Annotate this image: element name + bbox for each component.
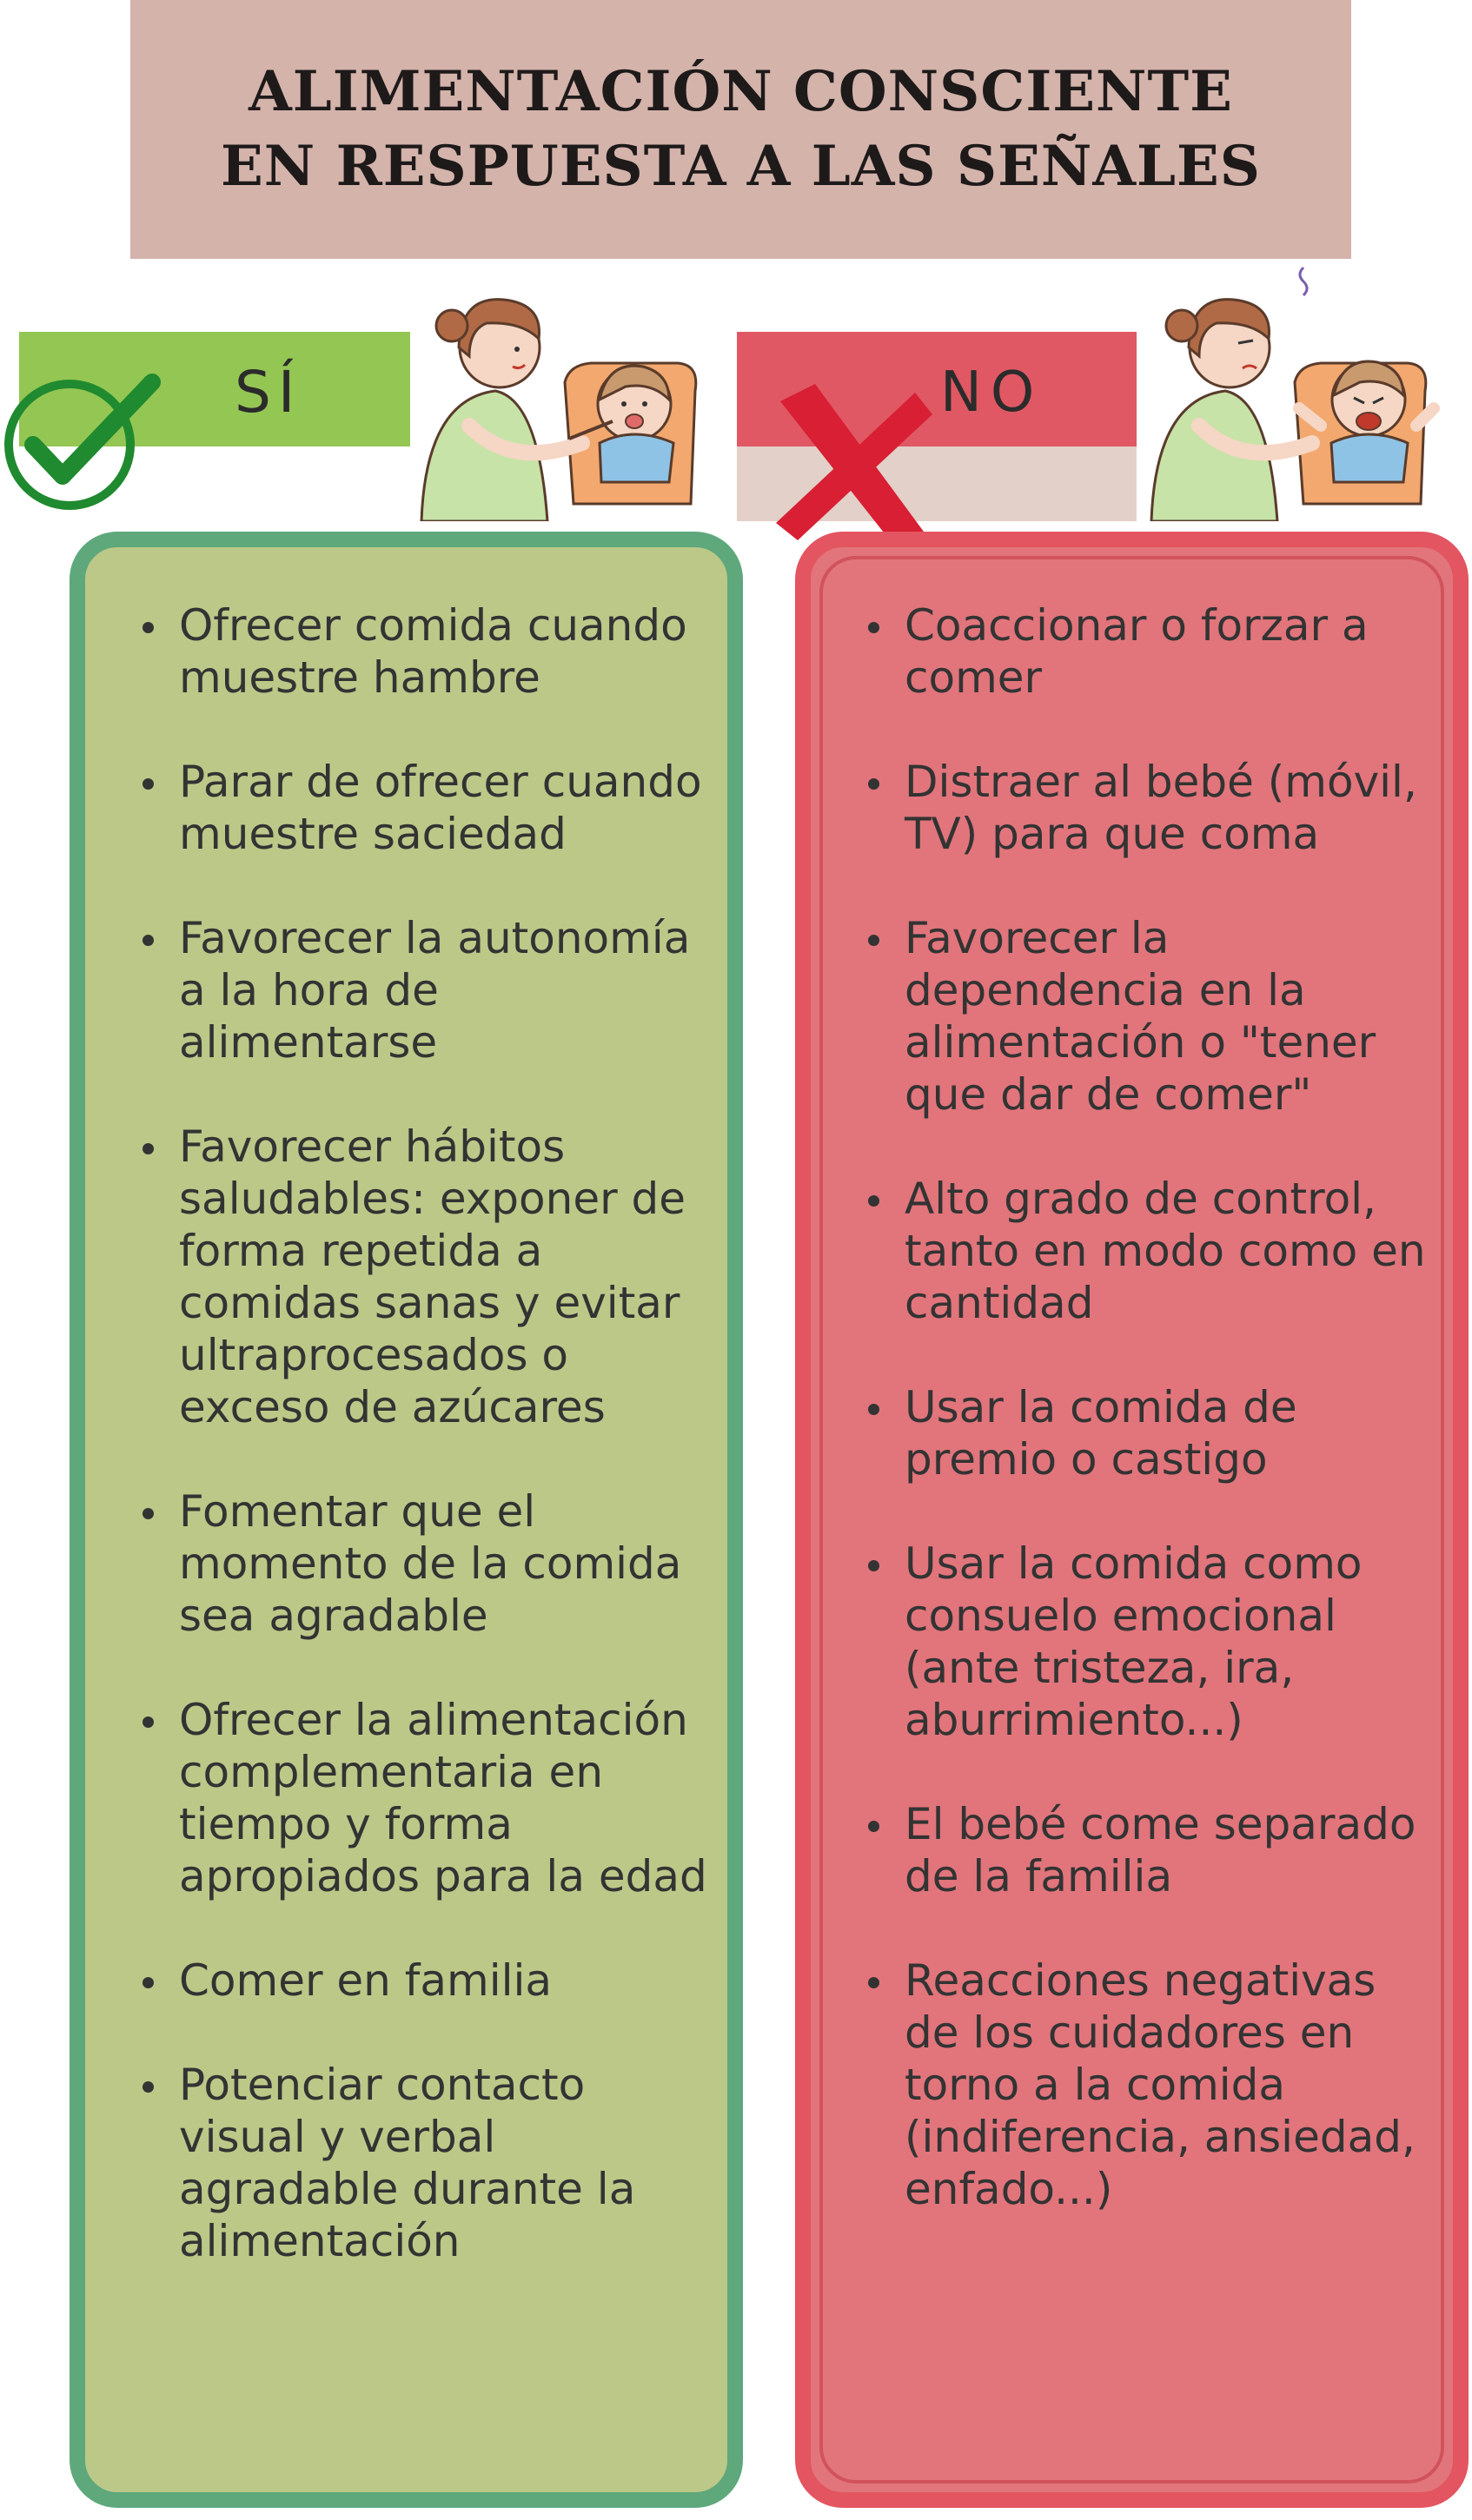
list-item: Ofrecer comida cuando muestre hambre — [137, 599, 710, 704]
list-item: Reacciones negativas de los cuidadores en torno a la comida (indiferencia, ansiedad, enfado...) — [863, 1954, 1436, 2215]
list-item: Favorecer hábitos saludables: exponer de forma repetida a comidas sanas y evitar ultraprocesados o exceso de azúcares — [137, 1121, 710, 1433]
x-icon — [763, 367, 937, 549]
si-column — [70, 532, 743, 2508]
title-line-2: EN RESPUESTA A LAS SEÑALES — [221, 134, 1261, 199]
list-item: Coaccionar o forzar a comer — [863, 599, 1436, 704]
no-label: NO — [940, 360, 1044, 425]
list-item: Alto grado de control, tanto en modo como en cantidad — [863, 1173, 1436, 1329]
list-item: Fomentar que el momento de la comida sea agradable — [137, 1485, 710, 1642]
list-item: Potenciar contacto visual y verbal agradable durante la alimentación — [137, 2059, 710, 2267]
list-item: Favorecer la autonomía a la hora de alimentarse — [137, 912, 710, 1068]
list-item: Ofrecer la alimentación complementaria en tiempo y forma apropiados para la edad — [137, 1694, 710, 1902]
si-list — [137, 599, 710, 2267]
title-line-1: ALIMENTACIÓN CONSCIENTE — [249, 59, 1233, 124]
list-item: Usar la comida de premio o castigo — [863, 1381, 1436, 1485]
list-item: Usar la comida como consuelo emocional (ante tristeza, ira, aburrimiento...) — [863, 1538, 1436, 1746]
list-item: Distraer al bebé (móvil, TV) para que coma — [863, 756, 1436, 860]
list-item: Parar de ofrecer cuando muestre saciedad — [137, 756, 710, 860]
mother-feeding-upset-baby-illustration — [1147, 261, 1451, 521]
mother-feeding-happy-baby-illustration — [417, 261, 721, 521]
no-list — [863, 599, 1436, 2215]
list-item: El bebé come separado de la familia — [863, 1798, 1436, 1902]
check-icon — [0, 365, 161, 513]
no-column — [795, 532, 1469, 2508]
title-banner — [130, 0, 1351, 259]
list-item: Favorecer la dependencia en la alimentación o "tener que dar de comer" — [863, 912, 1436, 1121]
list-item: Comer en familia — [137, 1954, 710, 2007]
si-label: SÍ — [235, 359, 302, 426]
